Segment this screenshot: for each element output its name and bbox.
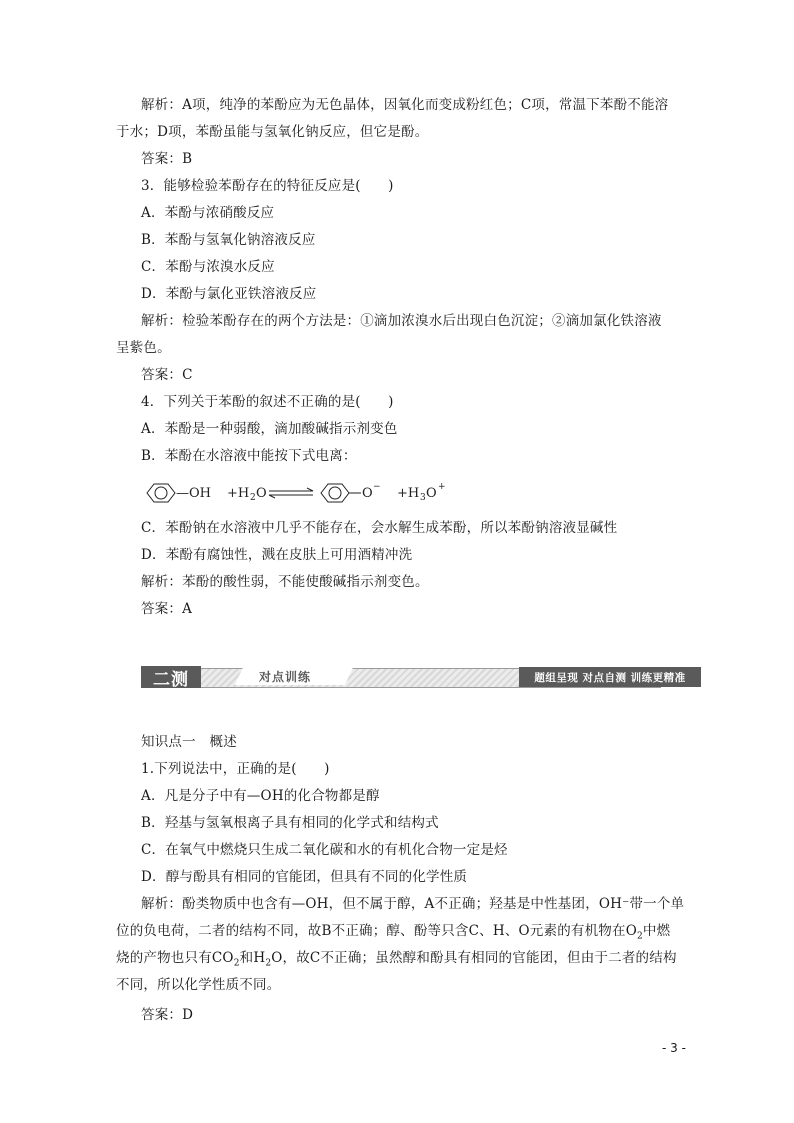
option-c: C．在氧气中燃烧只生成二氧化碳和水的有机化合物一定是烃 [141, 842, 508, 858]
banner-subtitle: 对点训练 [259, 670, 312, 684]
option-b: B．苯酚在水溶液中能按下式电离： [141, 448, 357, 464]
analysis-line-2: 呈紫色。 [116, 340, 171, 356]
plus-hydronium-h: +H [397, 486, 420, 501]
analysis-line-2: 位的负电荷，二者的结构不同，故B不正确；醇、酚等只含C、H、O元素的有机物在$O_2$中燃 [116, 923, 671, 942]
subscript-3: 3 [420, 493, 426, 503]
knowledge-point-heading: 知识点一 概述 [141, 734, 237, 750]
plus-water-h: +H [227, 486, 250, 501]
option-a: A．苯酚与浓硝酸反应 [141, 205, 275, 221]
page-number: - 3 - [662, 1041, 686, 1055]
option-b: B．羟基与氢氧根离子具有相同的化学式和结构式 [141, 815, 439, 831]
water-oxygen: O [256, 486, 267, 501]
banner-title: 二测 [141, 666, 201, 688]
option-a: A．凡是分子中有—OH的化合物都是醇 [141, 788, 380, 804]
analysis-line-4: 不同，所以化学性质不同。 [116, 977, 281, 993]
question-4: 4．下列关于苯酚的叙述不正确的是( ) [141, 394, 394, 410]
analysis-line-3: 烧的产物也只有$CO_2$和$H_2O$，故C不正确；虽然醇和酚具有相同的官能团，但由于二者的结构 [116, 950, 677, 969]
banner-slogan: 题组呈现 对点自测 训练更精准 [519, 667, 701, 687]
phenoxide-oxygen: O [362, 486, 373, 501]
analysis-line-1: 解析：检验苯酚存在的两个方法是：①滴加浓溴水后出现白色沉淀；②滴加氯化铁溶液 [141, 313, 662, 329]
option-d: D．苯酚与氯化亚铁溶液反应 [141, 286, 317, 302]
subscript-2: 2 [250, 493, 256, 503]
benzene-ring-icon [321, 484, 349, 502]
option-d: D．醇与酚具有相同的官能团，但具有不同的化学性质 [141, 869, 468, 885]
answer-line: 答案：C [141, 367, 193, 383]
equilibrium-arrow-icon [269, 488, 313, 498]
option-b: B．苯酚与氢氧化钠溶液反应 [141, 232, 316, 248]
phenol-ionization-equation [141, 480, 481, 506]
superscript-plus: + [438, 482, 446, 492]
analysis-line-1: 解析：A项，纯净的苯酚应为无色晶体，因氧化而变成粉红色；C项，常温下苯酚不能溶 [141, 97, 669, 113]
analysis-line-2: 于水；D项，苯酚虽能与氢氧化钠反应，但它是酚。 [116, 124, 429, 140]
answer-line: 答案：A [141, 601, 193, 617]
analysis-line: 解析：苯酚的酸性弱，不能使酸碱指示剂变色。 [141, 574, 429, 590]
option-c: C．苯酚与浓溴水反应 [141, 259, 275, 275]
option-d: D．苯酚有腐蚀性，溅在皮肤上可用酒精冲洗 [141, 547, 413, 563]
answer-line: 答案：D [141, 1007, 194, 1023]
answer-line: 答案：B [141, 151, 193, 167]
superscript-minus: − [373, 482, 381, 492]
section-banner [141, 666, 701, 688]
question-3: 3．能够检验苯酚存在的特征反应是( ) [141, 178, 394, 194]
analysis-line-1: 解析：酚类物质中也含有—OH，但不属于醇，A不正确；羟基是中性基团，OH⁻带一个单 [141, 896, 685, 912]
hydroxyl-group: —OH [176, 486, 211, 501]
option-a: A．苯酚是一种弱酸，滴加酸碱指示剂变色 [141, 421, 398, 437]
option-c: C．苯酚钠在水溶液中几乎不能存在，会水解生成苯酚，所以苯酚钠溶液显碱性 [141, 520, 618, 536]
question-1: 1.下列说法中，正确的是( ) [141, 761, 330, 777]
hydronium-oxygen: O [426, 486, 437, 501]
benzene-ring-icon [147, 484, 175, 502]
